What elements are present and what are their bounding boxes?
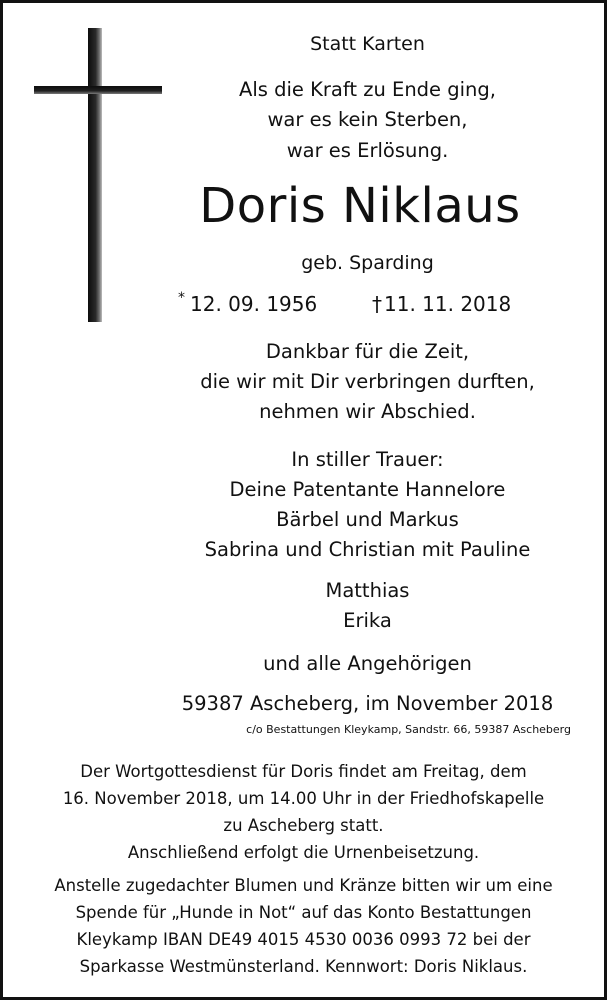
death-symbol: † xyxy=(372,292,382,316)
mourner-name: Bärbel und Markus xyxy=(276,508,459,531)
mourner-name: Deine Patentante Hannelore xyxy=(229,478,506,501)
service-line: Anschließend erfolgt die Urnenbeisetzung. xyxy=(127,843,480,862)
donation-line: Anstelle zugedachter Blumen und Kränze bitten wir um eine xyxy=(54,876,553,895)
donation-line: Spende für „Hunde in Not“ auf das Konto Bestattungen xyxy=(75,903,532,922)
verse-line: war es kein Sterben, xyxy=(267,108,468,131)
mourner-name: Sabrina und Christian mit Pauline xyxy=(204,538,531,561)
life-dates xyxy=(178,292,538,320)
verse-line: Als die Kraft zu Ende ging, xyxy=(238,78,496,101)
mourner-name: Matthias xyxy=(325,579,410,602)
service-line: Der Wortgottesdienst für Doris findet am Freitag, dem xyxy=(80,762,527,781)
mourner-name: Erika xyxy=(343,609,392,632)
cross-vertical-beam xyxy=(88,28,102,322)
deceased-name: Doris Niklaus xyxy=(199,178,521,234)
maiden-name: geb. Sparding xyxy=(301,252,434,274)
place-and-date: 59387 Ascheberg, im November 2018 xyxy=(181,692,554,715)
donation-line: Sparkasse Westmünsterland. Kennwort: Doris Niklaus. xyxy=(79,957,528,976)
cross-icon xyxy=(30,28,165,324)
message-line: nehmen wir Abschied. xyxy=(259,400,476,423)
mourners-heading: In stiller Trauer: xyxy=(291,448,444,471)
birth-date: 12. 09. 1956 xyxy=(190,292,318,316)
message-line: die wir mit Dir verbringen durften, xyxy=(200,370,535,393)
birth-symbol: * xyxy=(178,290,185,306)
care-of-address: c/o Bestattungen Kleykamp, Sandstr. 66, 59387 Ascheberg xyxy=(246,723,571,736)
service-line: zu Ascheberg statt. xyxy=(223,816,384,835)
donation-line: Kleykamp IBAN DE49 4015 4530 0036 0993 72 bei der xyxy=(76,930,531,949)
death-date: 11. 11. 2018 xyxy=(384,292,512,316)
mourners-closing: und alle Angehörigen xyxy=(263,652,472,675)
cross-horizontal-beam xyxy=(34,86,162,94)
service-line: 16. November 2018, um 14.00 Uhr in der Friedhofskapelle xyxy=(62,789,545,808)
message-line: Dankbar für die Zeit, xyxy=(265,340,470,363)
verse-line: war es Erlösung. xyxy=(286,139,449,162)
intro-text: Statt Karten xyxy=(310,33,425,55)
